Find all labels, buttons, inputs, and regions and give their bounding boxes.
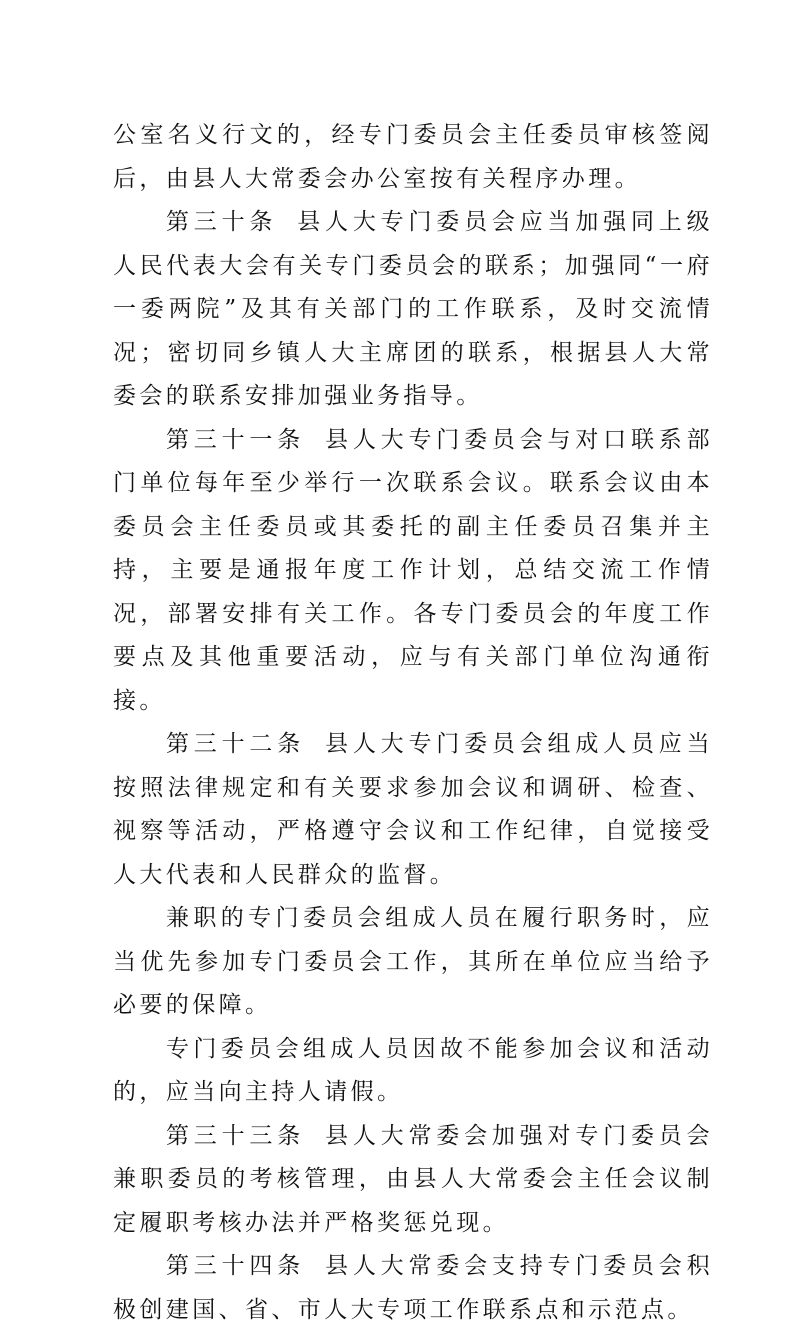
article-33	[113, 1115, 713, 1246]
paragraph-text: 专门委员会组成人员因故不能参加会议和活动的，应当向主持人请假。	[113, 1035, 713, 1105]
article-number: 第三十条	[166, 209, 278, 235]
paragraph-text: 县人大常委会支持专门委员会积极创建国、省、市人大专项工作联系点和示范点。	[113, 1253, 714, 1323]
paragraph-text: 县人大专门委员会与对口联系部门单位每年至少举行一次联系会议。联系会议由本委员会主任委员或其委托的副主任委员召集并主持，主要是通报年度工作计划，总结交流工作情况，部署安排有关工作。各专门委员会的年度工作要点及其他重要活动，应与有关部门单位沟通衔接。	[113, 426, 714, 714]
document-body	[113, 114, 713, 1332]
article-30	[113, 201, 713, 419]
paragraph-part-time-members	[113, 897, 713, 1028]
paragraph-text: 县人大常委会加强对专门委员会兼职委员的考核管理，由县人大常委会主任会议制定履职考核办法并严格奖惩兑现。	[113, 1122, 714, 1236]
paragraph-text: 兼职的专门委员会组成人员在履行职务时，应当优先参加专门委员会工作，其所在单位应当给予必要的保障。	[113, 905, 713, 1018]
article-34	[113, 1245, 713, 1332]
paragraph-leave-request	[113, 1028, 713, 1115]
article-number: 第三十四条	[166, 1253, 306, 1279]
article-number: 第三十一条	[166, 426, 306, 453]
paragraph-text: 公室名义行文的，经专门委员会主任委员审核签阅后，由县人大常委会办公室按有关程序办理。	[113, 122, 713, 192]
article-31	[113, 419, 713, 724]
paragraph-continuation	[113, 114, 713, 201]
paragraph-text: 县人大专门委员会应当加强同上级人民代表大会有关专门委员会的联系；加强同“一府一委两院”及其有关部门的工作联系，及时交流情况；密切同乡镇人大主席团的联系，根据县人大常委会的联系安排加强业务指导。	[113, 209, 713, 409]
article-number: 第三十二条	[166, 731, 306, 757]
article-32	[113, 723, 713, 897]
article-number: 第三十三条	[166, 1122, 306, 1149]
paragraph-text: 县人大专门委员会组成人员应当按照法律规定和有关要求参加会议和调研、检查、视察等活动，严格遵守会议和工作纪律，自觉接受人大代表和人民群众的监督。	[113, 731, 714, 888]
